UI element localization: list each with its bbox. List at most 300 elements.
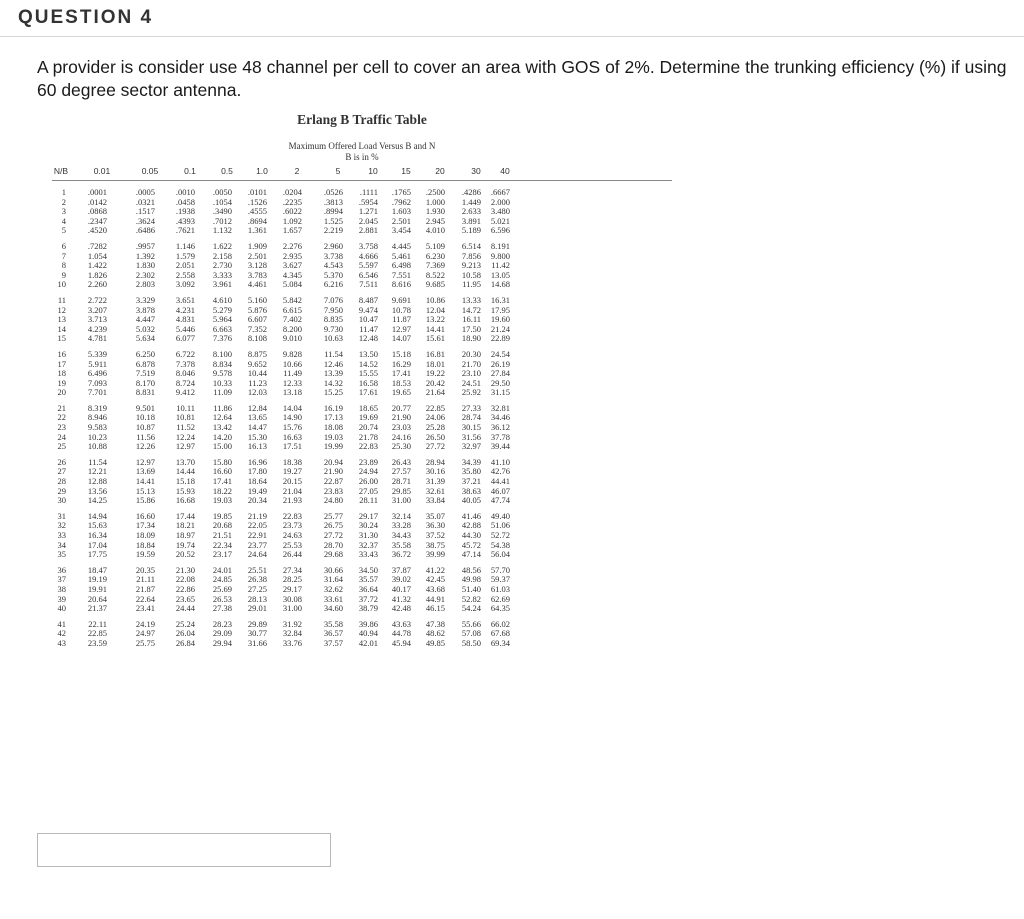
table-cell: 17.44 (175, 510, 195, 521)
table-cell: 27.34 (282, 564, 302, 575)
table-cell: 19.99 (323, 441, 343, 452)
table-cell: 1.579 (175, 250, 195, 261)
table-cell: 14.68 (490, 279, 510, 290)
table-cell: 28.94 (425, 456, 445, 467)
table-cell: 1.092 (282, 215, 302, 226)
table-cell: 14.07 (391, 333, 411, 344)
table-cell: 2.945 (425, 215, 445, 226)
table-cell: 6.496 (87, 368, 107, 379)
value-column (192, 188, 232, 649)
table-cell: 39.02 (391, 574, 411, 585)
table-cell: 39.86 (358, 618, 378, 629)
column-header: 0.05 (141, 166, 159, 176)
table-cell: 62.69 (490, 593, 510, 604)
table-cell: 28.11 (359, 495, 378, 506)
table-cell: 21.87 (135, 583, 155, 594)
table-cell: 2.881 (358, 225, 378, 236)
table-cell: 23.83 (323, 485, 343, 496)
row-n-label: 23 (57, 422, 66, 433)
table-cell: 29.68 (323, 549, 343, 560)
table-cell: 8.522 (425, 269, 445, 280)
table-cell: .9957 (135, 240, 155, 251)
table-cell: 6.498 (391, 260, 411, 271)
table-cell: 26.75 (323, 520, 343, 531)
table-cell: 7.551 (391, 269, 411, 280)
table-cell: 18.08 (323, 422, 343, 433)
table-cell: 3.738 (323, 250, 343, 261)
column-header: 2 (294, 166, 300, 176)
table-cell: 3.891 (461, 215, 481, 226)
table-cell: 25.69 (212, 583, 232, 594)
table-cell: 17.50 (461, 323, 481, 334)
table-cell: .3490 (212, 206, 232, 217)
erlang-b-table (52, 110, 672, 830)
table-cell: 23.10 (461, 368, 481, 379)
table-cell: 5.597 (358, 260, 378, 271)
question-title: QUESTION 4 (18, 7, 154, 28)
column-header: 30 (471, 166, 481, 176)
row-n-label: 3 (61, 206, 66, 217)
table-cell: 9.583 (87, 422, 107, 433)
column-header: 10 (368, 166, 378, 176)
table-cell: 29.17 (358, 510, 378, 521)
table-cell: 22.89 (490, 333, 510, 344)
table-cell: 46.15 (425, 603, 445, 614)
table-cell: 19.49 (247, 485, 267, 496)
row-n-label: 26 (57, 456, 66, 467)
table-cell: 57.08 (461, 628, 481, 639)
table-cell: 26.53 (212, 593, 232, 604)
table-cell: 26.19 (490, 358, 510, 369)
table-cell: .7621 (175, 225, 195, 236)
table-cell: 10.23 (87, 431, 107, 442)
table-cell: 69.34 (490, 637, 510, 648)
table-cell: 20.30 (461, 348, 481, 359)
value-column (155, 188, 195, 649)
table-cell: 17.41 (212, 476, 232, 487)
table-cell: 8.487 (358, 294, 378, 305)
table-cell: 34.50 (358, 564, 378, 575)
table-cell: 6.514 (461, 240, 481, 251)
table-cell: .0010 (175, 187, 195, 197)
table-cell: 23.77 (247, 539, 267, 550)
table-cell: 6.607 (247, 314, 267, 325)
column-header: 5 (335, 166, 341, 176)
table-cell: 15.86 (135, 495, 155, 506)
header-divider (52, 180, 672, 181)
table-cell: 9.800 (490, 250, 510, 261)
table-cell: 16.60 (212, 466, 232, 477)
table-cell: 27.57 (391, 466, 411, 477)
table-cell: 37.78 (490, 431, 510, 442)
table-cell: 22.34 (212, 539, 232, 550)
table-cell: 20.74 (358, 422, 378, 433)
table-cell: 4.831 (175, 314, 195, 325)
table-cell: 30.08 (282, 593, 302, 604)
table-cell: .6667 (490, 187, 510, 197)
table-cell: 31.15 (490, 387, 510, 398)
table-cell: 21.04 (282, 485, 302, 496)
table-cell: 2.000 (490, 196, 510, 207)
column-header: 40 (500, 166, 510, 176)
table-cell: 8.875 (247, 348, 267, 359)
table-cell: 1.622 (212, 240, 232, 251)
table-cell: .7962 (391, 196, 411, 207)
table-cell: 2.722 (87, 294, 107, 305)
table-cell: 7.701 (87, 387, 107, 398)
table-cell: 3.627 (282, 260, 302, 271)
table-cell: 56.04 (490, 549, 510, 560)
table-cell: 1.830 (135, 260, 155, 271)
value-column (303, 188, 343, 649)
table-cell: 16.60 (135, 510, 155, 521)
table-cell: 12.03 (247, 387, 267, 398)
table-cell: 49.98 (461, 574, 481, 585)
table-cell: 31.00 (282, 603, 302, 614)
table-cell: 32.81 (490, 402, 510, 413)
table-cell: 10.44 (247, 368, 267, 379)
table-cell: 21.78 (358, 431, 378, 442)
table-cell: 2.935 (282, 250, 302, 261)
table-cell: 14.04 (282, 402, 302, 413)
table-cell: 10.63 (323, 333, 343, 344)
table-cell: 15.80 (212, 456, 232, 467)
table-cell: 5.160 (247, 294, 267, 305)
table-cell: 33.28 (391, 520, 411, 531)
table-cell: 26.38 (247, 574, 267, 585)
table-cell: 30.16 (425, 466, 445, 477)
table-cell: 27.84 (490, 368, 510, 379)
table-cell: 8.834 (212, 358, 232, 369)
column-header: N/B (53, 166, 69, 176)
row-n-label: 16 (57, 348, 66, 359)
table-cell: 14.41 (425, 323, 445, 334)
table-cell: 2.501 (391, 215, 411, 226)
table-cell: 11.42 (491, 260, 510, 271)
table-cell: 51.06 (490, 520, 510, 531)
table-cell: 36.12 (490, 422, 510, 433)
table-cell: 28.71 (391, 476, 411, 487)
table-cell: .1111 (359, 187, 378, 197)
table-cell: 5.446 (175, 323, 195, 334)
table-cell: 12.48 (358, 333, 378, 344)
value-column (262, 188, 302, 649)
table-cell: .1054 (212, 196, 232, 207)
table-cell: 19.60 (490, 314, 510, 325)
table-cell: 38.63 (461, 485, 481, 496)
table-cell: 15.18 (391, 348, 411, 359)
table-cell: 37.72 (358, 593, 378, 604)
table-cell: 10.88 (87, 441, 107, 452)
table-cell: 41.46 (461, 510, 481, 521)
row-n-label: 14 (57, 323, 66, 334)
table-cell: .4555 (247, 206, 267, 217)
table-cell: 19.22 (425, 368, 445, 379)
table-cell: 10.66 (282, 358, 302, 369)
row-n-label: 9 (61, 269, 66, 280)
table-cell: 32.61 (425, 485, 445, 496)
table-cell: 6.722 (175, 348, 195, 359)
table-cell: 6.663 (212, 323, 232, 334)
table-cell: 18.09 (135, 530, 155, 540)
table-cell: 14.20 (212, 431, 232, 442)
table-cell: 24.06 (425, 412, 445, 423)
table-cell: 13.33 (461, 294, 481, 305)
table-cell: .1765 (391, 187, 411, 197)
table-cell: 64.35 (490, 603, 510, 614)
table-cell: 11.56 (136, 431, 155, 442)
table-cell: 2.276 (282, 240, 302, 251)
table-cell: 19.03 (212, 495, 232, 506)
table-cell: 20.15 (282, 476, 302, 487)
table-cell: 30.15 (461, 422, 481, 433)
table-cell: 12.97 (391, 323, 411, 334)
table-cell: 15.25 (323, 387, 343, 398)
table-cell: 22.83 (282, 510, 302, 521)
table-cell: 14.90 (282, 412, 302, 423)
table-cell: 5.876 (247, 304, 267, 315)
table-cell: 3.713 (87, 314, 107, 325)
table-cell: .4286 (461, 187, 481, 197)
table-cell: 29.17 (282, 583, 302, 594)
table-cell: 35.57 (358, 574, 378, 585)
table-cell: 19.27 (282, 466, 302, 477)
table-cell: 1.422 (87, 260, 107, 271)
row-n-label: 34 (57, 539, 66, 550)
table-cell: .3813 (323, 196, 343, 207)
table-cell: 8.170 (135, 377, 155, 388)
table-cell: 48.56 (461, 564, 481, 575)
table-cell: 7.369 (425, 260, 445, 271)
table-cell: 22.85 (425, 402, 445, 413)
table-cell: 23.59 (87, 637, 107, 648)
table-cell: 16.81 (425, 348, 445, 359)
row-n-label: 17 (57, 358, 66, 369)
table-cell: 18.65 (358, 402, 378, 413)
table-cell: 17.51 (282, 441, 302, 452)
table-cell: 8.200 (282, 323, 302, 334)
table-cell: 5.109 (425, 240, 445, 251)
table-cell: 26.43 (391, 456, 411, 467)
table-cell: 12.64 (212, 412, 232, 423)
table-cell: 21.64 (425, 387, 445, 398)
table-cell: 13.70 (175, 456, 195, 467)
table-cell: 10.47 (358, 314, 378, 325)
table-cell: 16.19 (323, 402, 343, 413)
table-cell: 32.97 (461, 441, 481, 452)
table-cell: 12.97 (175, 441, 195, 452)
table-cell: 23.17 (212, 549, 232, 560)
table-cell: 13.18 (282, 387, 302, 398)
table-cell: .1526 (247, 196, 267, 207)
table-cell: 25.53 (282, 539, 302, 550)
table-cell: 5.461 (391, 250, 411, 261)
table-cell: 31.00 (391, 495, 411, 506)
table-cell: 14.72 (461, 304, 481, 315)
table-cell: 13.69 (135, 466, 155, 477)
table-cell: 24.19 (135, 618, 155, 629)
table-cell: 31.30 (358, 530, 378, 540)
table-cell: 31.66 (247, 637, 267, 648)
table-cell: 9.412 (175, 387, 195, 398)
table-cell: 20.42 (425, 377, 445, 388)
row-n-label: 31 (57, 510, 66, 521)
table-cell: 33.84 (425, 495, 445, 506)
table-cell: 22.08 (175, 574, 195, 585)
table-cell: 4.239 (87, 323, 107, 334)
table-cell: 14.52 (358, 358, 378, 369)
table-cell: 3.207 (87, 304, 107, 315)
table-cell: 6.250 (135, 348, 155, 359)
table-cell: .7012 (212, 215, 232, 226)
table-cell: 6.077 (175, 333, 195, 344)
table-cell: 16.63 (282, 431, 302, 442)
row-n-label: 32 (57, 520, 66, 531)
table-cell: 1.930 (425, 206, 445, 217)
table-cell: 1.054 (87, 250, 107, 261)
table-cell: 5.032 (135, 323, 155, 334)
table-cell: 12.84 (247, 402, 267, 413)
table-cell: 54.24 (461, 603, 481, 614)
table-cell: 13.50 (358, 348, 378, 359)
table-cell: 8.724 (175, 377, 195, 388)
table-cell: 47.74 (490, 495, 510, 506)
table-cell: 22.86 (175, 583, 195, 594)
table-cell: 6.615 (282, 304, 302, 315)
table-cell: 42.76 (490, 466, 510, 477)
row-n-label: 19 (57, 377, 66, 388)
table-cell: 34.43 (391, 530, 411, 540)
table-cell: 2.558 (175, 269, 195, 280)
table-cell: 22.87 (323, 476, 343, 487)
table-cell: 2.730 (212, 260, 232, 271)
table-cell: 8.946 (87, 412, 107, 423)
table-cell: 37.57 (323, 637, 343, 648)
table-cell: 3.758 (358, 240, 378, 251)
row-n-label: 38 (57, 583, 66, 594)
table-cell: 41.32 (391, 593, 411, 604)
table-cell: 42.48 (391, 603, 411, 614)
table-cell: 9.652 (247, 358, 267, 369)
column-header: 15 (401, 166, 411, 176)
table-cell: 6.546 (358, 269, 378, 280)
table-cell: 21.37 (87, 603, 107, 614)
table-cell: 12.24 (175, 431, 195, 442)
table-cell: 2.158 (212, 250, 232, 261)
table-cell: 27.72 (323, 530, 343, 540)
table-cell: .6486 (135, 225, 155, 236)
table-cell: 19.03 (323, 431, 343, 442)
table-cell: 9.474 (358, 304, 378, 315)
table-cell: 7.950 (323, 304, 343, 315)
row-n-label: 35 (57, 549, 66, 560)
table-cell: .2500 (425, 187, 445, 197)
table-cell: 16.11 (462, 314, 481, 325)
table-cell: 61.03 (490, 583, 510, 594)
table-cell: 12.88 (87, 476, 107, 487)
table-cell: .0050 (212, 187, 232, 197)
table-cell: 15.55 (358, 368, 378, 379)
table-cell: 33.43 (358, 549, 378, 560)
table-cell: .0321 (135, 196, 155, 207)
table-cell: 2.302 (135, 269, 155, 280)
table-cell: 29.01 (247, 603, 267, 614)
table-cell: 1.909 (247, 240, 267, 251)
table-cell: 35.80 (461, 466, 481, 477)
table-cell: 21.51 (212, 530, 232, 540)
table-cell: 57.70 (490, 564, 510, 575)
table-cell: 49.40 (490, 510, 510, 521)
column-header: 20 (435, 166, 445, 176)
table-cell: 3.329 (135, 294, 155, 305)
table-cell: 36.57 (323, 628, 343, 639)
table-cell: 44.30 (461, 530, 481, 540)
table-cell: 26.00 (358, 476, 378, 487)
row-n-label: 1 (61, 187, 66, 197)
table-cell: .0005 (135, 187, 155, 197)
table-cell: 1.271 (358, 206, 378, 217)
table-cell: 4.781 (87, 333, 107, 344)
table-cell: 35.58 (391, 539, 411, 550)
table-cell: .8694 (247, 215, 267, 226)
table-cell: 46.07 (490, 485, 510, 496)
question-text: A provider is consider use 48 channel per cell to cover an area with GOS of 2%. Determine the trunking efficiency (%) if using 60 degree sector antenna. (37, 57, 1007, 100)
table-cell: 18.21 (175, 520, 195, 531)
table-cell: 4.345 (282, 269, 302, 280)
table-cell: .3624 (135, 215, 155, 226)
table-cell: 11.09 (213, 387, 232, 398)
table-cell: 4.610 (212, 294, 232, 305)
row-n-label: 8 (61, 260, 66, 271)
table-cell: 3.878 (135, 304, 155, 315)
row-n-label: 7 (61, 250, 66, 261)
table-cell: 28.70 (323, 539, 343, 550)
table-cell: 7.352 (247, 323, 267, 334)
table-cell: 24.80 (323, 495, 343, 506)
table-cell: 21.24 (490, 323, 510, 334)
table-cell: 4.231 (175, 304, 195, 315)
table-cell: 24.94 (358, 466, 378, 477)
table-cell: 14.47 (247, 422, 267, 433)
table-cell: 27.25 (247, 583, 267, 594)
table-cell: 2.960 (323, 240, 343, 251)
table-cell: 15.13 (135, 485, 155, 496)
table-cell: 12.26 (135, 441, 155, 452)
table-cell: 22.64 (135, 593, 155, 604)
table-cell: 2.633 (461, 206, 481, 217)
table-cell: 44.78 (391, 628, 411, 639)
answer-input[interactable] (37, 833, 331, 867)
table-cell: 1.392 (135, 250, 155, 261)
table-cell: 15.93 (175, 485, 195, 496)
table-cell: 17.13 (323, 412, 343, 423)
table-cell: 33.61 (323, 593, 343, 604)
table-cell: 21.19 (247, 510, 267, 521)
table-cell: 15.76 (282, 422, 302, 433)
table-cell: 13.22 (425, 314, 445, 325)
table-subtitle: Maximum Offered Load Versus B and N (288, 141, 436, 151)
table-cell: 11.86 (213, 402, 232, 413)
table-cell: 37.52 (425, 530, 445, 540)
table-cell: 40.05 (461, 495, 481, 506)
table-cell: 6.216 (323, 279, 343, 290)
table-cell: 19.74 (175, 539, 195, 550)
table-cell: 24.64 (247, 549, 267, 560)
table-cell: 14.32 (323, 377, 343, 388)
table-cell: 42.45 (425, 574, 445, 585)
table-cell: 11.54 (324, 348, 343, 359)
table-cell: 19.91 (87, 583, 107, 594)
